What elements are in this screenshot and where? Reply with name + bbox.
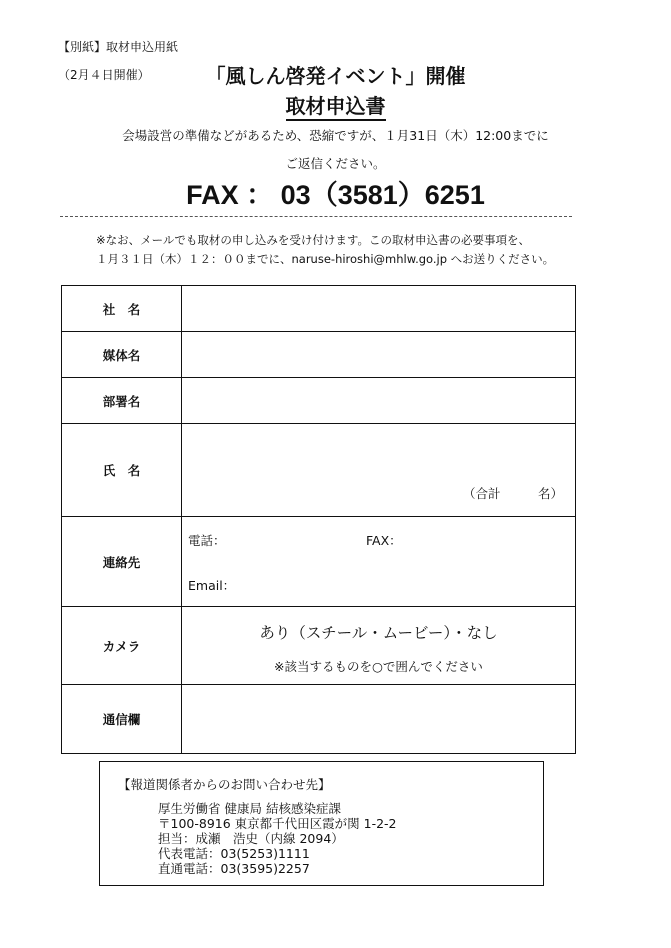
camera-field[interactable] <box>182 607 576 685</box>
form-row-contact <box>62 517 576 607</box>
form-row-media <box>62 332 576 378</box>
name-field[interactable] <box>182 424 576 517</box>
contact-address: 〒100-8916 東京都千代田区霞が関 1-2-2 <box>158 816 397 831</box>
subtitle-text: 取材申込書 <box>286 94 386 121</box>
department-field[interactable] <box>182 378 576 424</box>
remarks-label: 通信欄 <box>62 685 182 754</box>
contact-box-title: 【報道関係者からのお問い合わせ先】 <box>118 777 331 792</box>
form-row-company <box>62 286 576 332</box>
deadline-notice: 会場設営の準備などがあるため、恐縮ですが、１月31日（木）12:00までに <box>122 128 549 143</box>
page-subtitle <box>0 90 671 119</box>
form-row-department <box>62 378 576 424</box>
application-form-table <box>61 285 576 754</box>
contact-label: 連絡先 <box>62 517 182 607</box>
phone-label: 電話： <box>188 533 226 548</box>
form-row-camera <box>62 607 576 685</box>
page-title: 「風しん啓発イベント」開催 <box>205 64 466 88</box>
email-label: Email： <box>188 578 236 593</box>
camera-options: あり（スチール・ムービー）・なし <box>259 624 498 642</box>
attachment-label: 【別紙】取材申込用紙 <box>58 40 179 54</box>
event-date: （2月４日開催） <box>58 68 150 82</box>
press-contact-box <box>99 761 544 886</box>
email-note-line1: ※なお、メールでも取材の申し込みを受け付けます。この取材申込書の必要事項を、 <box>96 233 530 247</box>
media-field[interactable] <box>182 332 576 378</box>
department-label: 部署名 <box>62 378 182 424</box>
total-count-label: （合計 名） <box>462 486 563 501</box>
reply-request: ご返信ください。 <box>285 156 386 171</box>
fax-label: FAX： <box>366 533 402 548</box>
contact-person: 担当：成瀬 浩史（内線 2094） <box>158 831 344 846</box>
contact-department: 厚生労働省 健康局 結核感染症課 <box>158 801 341 816</box>
dashed-divider <box>60 216 572 217</box>
contact-main-phone: 代表電話：03(5253)1111 <box>158 846 310 861</box>
company-field[interactable] <box>182 286 576 332</box>
form-row-name <box>62 424 576 517</box>
fax-number: FAX ： 03（3581）6251 <box>186 180 485 210</box>
name-label: 氏 名 <box>62 424 182 517</box>
contact-direct-phone: 直通電話：03(3595)2257 <box>158 861 310 876</box>
company-label: 社 名 <box>62 286 182 332</box>
camera-note: ※該当するものを○で囲んでください <box>274 659 483 674</box>
remarks-field[interactable] <box>182 685 576 754</box>
form-row-remarks <box>62 685 576 754</box>
media-label: 媒体名 <box>62 332 182 378</box>
contact-field[interactable] <box>182 517 576 607</box>
email-note-line2: １月３１日（木）１２：００までに、naruse-hiroshi@mhlw.go.jp へお送りください。 <box>96 252 555 266</box>
camera-label: カメラ <box>62 607 182 685</box>
